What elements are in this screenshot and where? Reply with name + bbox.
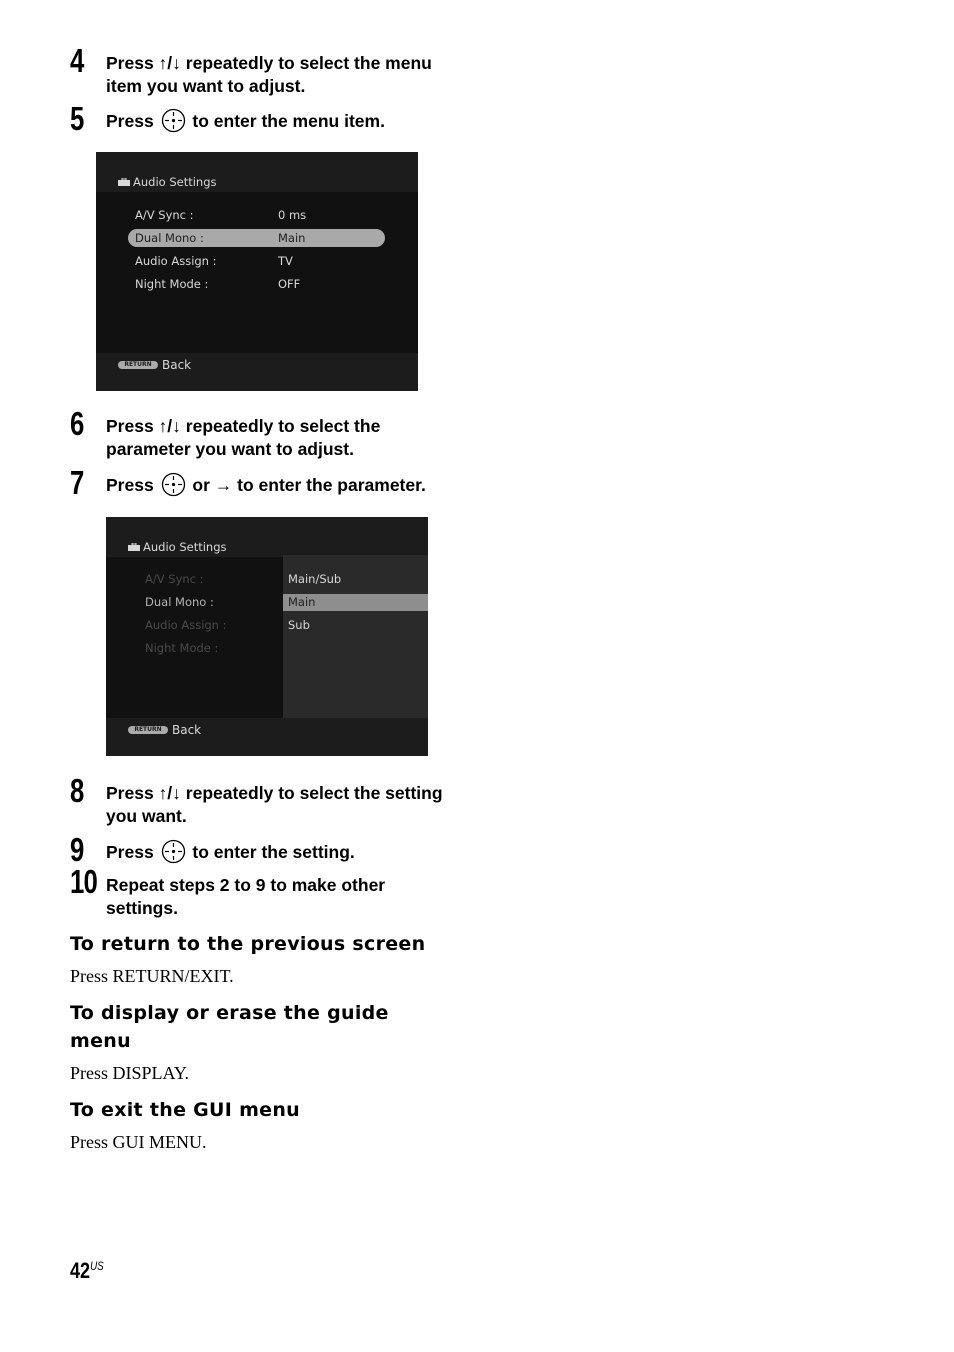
right-arrow: →	[214, 475, 233, 495]
step-text: Press ↑/↓ repeatedly to select the setting you want.	[106, 783, 443, 826]
step-text: Repeat steps 2 to 9 to make other settings.	[106, 875, 386, 918]
step-text: Press to enter the menu item.	[106, 108, 466, 133]
menu-row-audio-assign[interactable]: Audio Assign :	[145, 618, 227, 632]
step-text: Press to enter the setting.	[106, 839, 466, 864]
return-button-icon: RETURN	[128, 726, 168, 734]
menu-row-night-mode[interactable]: Night Mode :	[145, 641, 219, 655]
step-text: Press ↑/↓ repeatedly to select the menu item you want to adjust.	[106, 53, 432, 96]
option-main-sub[interactable]: Main/Sub	[288, 572, 342, 586]
audio-settings-screen-1	[96, 152, 418, 391]
step-number: 6	[70, 405, 84, 442]
screen-title: Audio Settings	[118, 175, 217, 189]
audio-settings-screen-2	[106, 517, 428, 756]
screen-bottom-bar	[106, 718, 428, 756]
up-down-arrows: ↑/↓	[158, 416, 181, 436]
menu-row-night-mode[interactable]: Night Mode : OFF	[135, 277, 301, 291]
menu-row-dual-mono[interactable]: Dual Mono :	[145, 595, 214, 609]
up-down-arrows: ↑/↓	[158, 783, 181, 803]
step-text: Press or → to enter the parameter.	[106, 472, 466, 497]
menu-row-audio-assign[interactable]: Audio Assign : TV	[135, 254, 293, 268]
section-heading-return: To return to the previous screen	[70, 933, 426, 955]
back-label: Back	[172, 723, 202, 737]
step-number: 5	[70, 100, 84, 137]
menu-row-av-sync[interactable]: A/V Sync : 0 ms	[135, 208, 307, 222]
toolbox-icon	[128, 543, 140, 551]
screen-title: Audio Settings	[128, 540, 227, 554]
options-panel	[283, 555, 428, 718]
menu-row-dual-mono[interactable]: Dual Mono : Main	[135, 231, 306, 245]
up-down-arrows: ↑/↓	[158, 53, 181, 73]
step-number: 4	[70, 42, 84, 79]
screen-bottom-bar	[96, 353, 418, 391]
enter-button-icon	[161, 472, 186, 497]
page-number: $42^{US}$	[70, 1258, 104, 1283]
option-main[interactable]: Main	[288, 595, 316, 609]
step-number: 7	[70, 464, 84, 501]
step-text: Press ↑/↓ repeatedly to select the parameter you want to adjust.	[106, 416, 381, 459]
menu-row-av-sync[interactable]: A/V Sync :	[145, 572, 204, 586]
enter-button-icon	[161, 108, 186, 133]
section-heading-exit: To exit the GUI menu	[70, 1099, 301, 1121]
section-body-return: Press RETURN/EXIT.	[70, 966, 234, 986]
step-number: 10	[70, 863, 98, 900]
toolbox-icon	[118, 178, 130, 186]
page-region-suffix: US	[90, 1259, 104, 1273]
step-number: 9	[70, 831, 84, 868]
section-body-exit: Press GUI MENU.	[70, 1132, 207, 1152]
section-heading-display: To display or erase the guide menu	[70, 1002, 389, 1052]
return-button-icon: RETURN	[118, 361, 158, 369]
back-label: Back	[162, 358, 192, 372]
option-sub[interactable]: Sub	[288, 618, 310, 632]
section-body-display: Press DISPLAY.	[70, 1063, 190, 1083]
step-number: 8	[70, 772, 84, 809]
enter-button-icon	[161, 839, 186, 864]
